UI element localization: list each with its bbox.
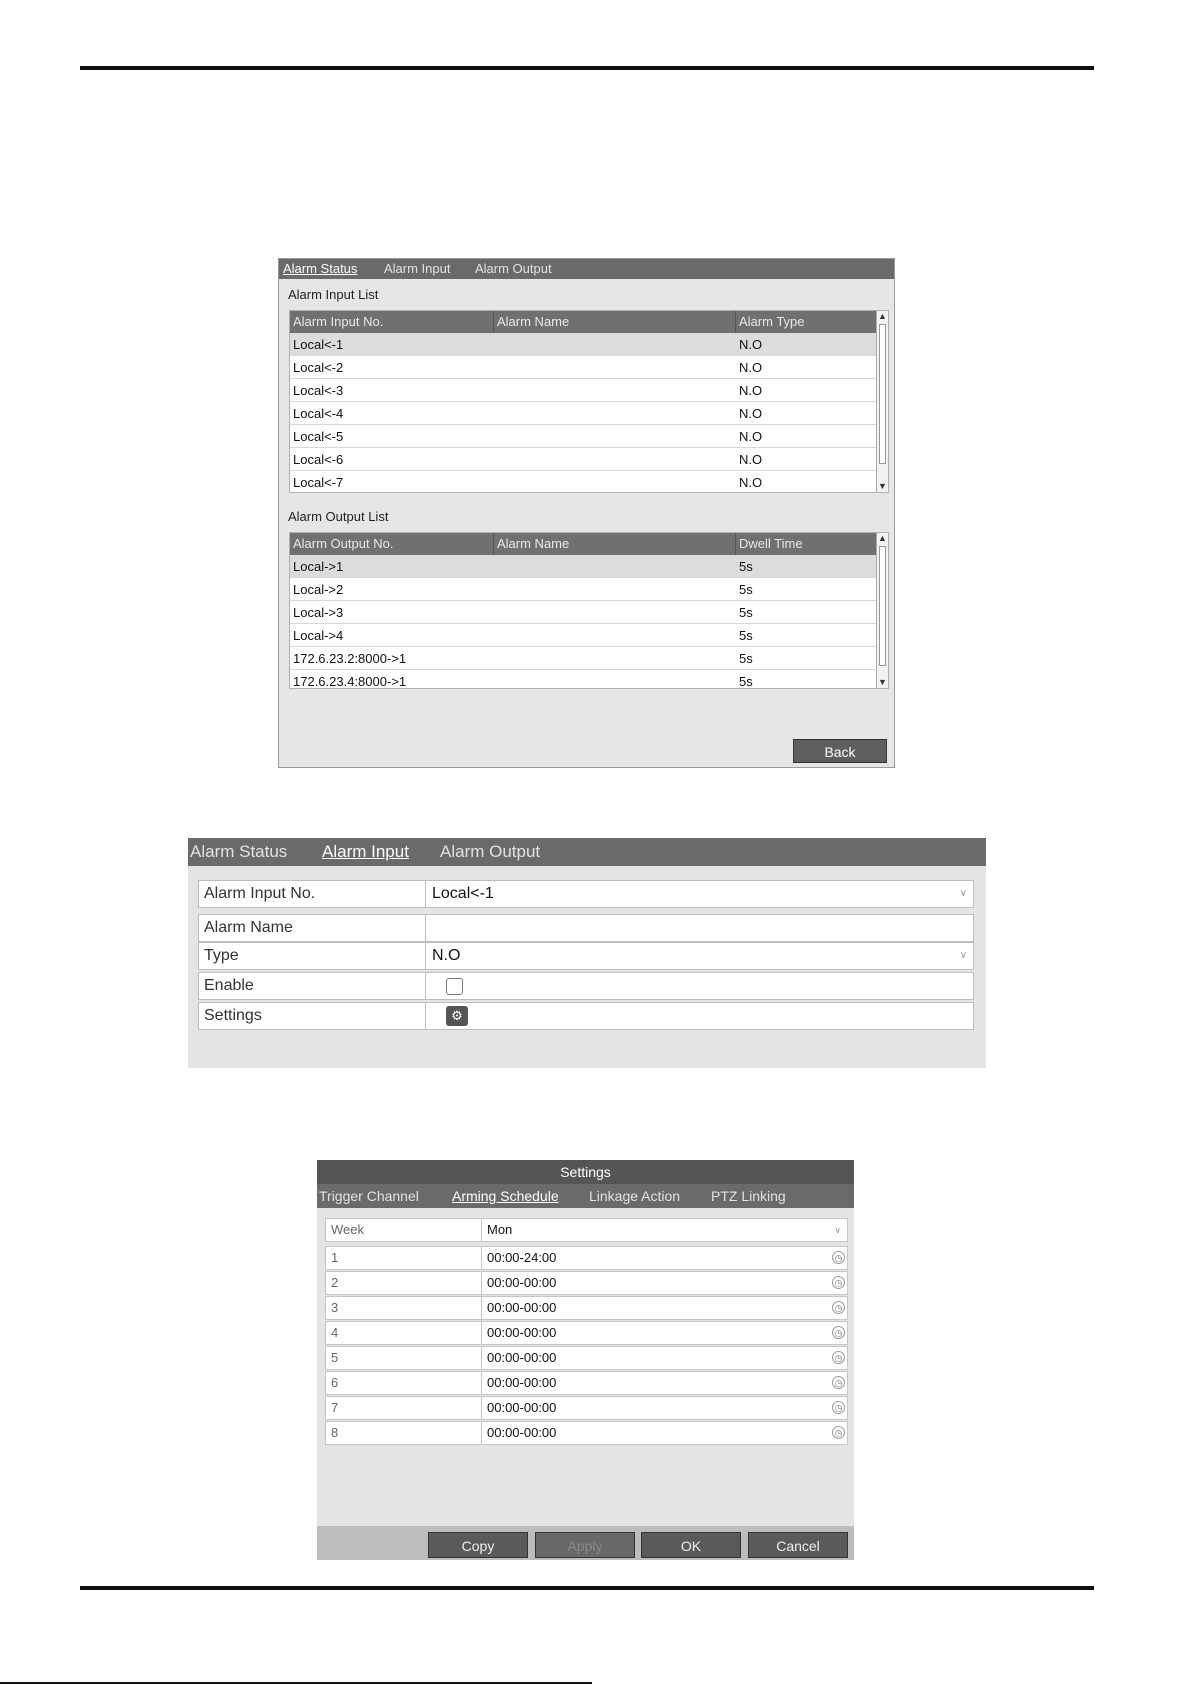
table-row[interactable]	[290, 555, 877, 578]
type-field[interactable]	[198, 942, 974, 970]
period-number: 4	[331, 1325, 339, 1340]
scroll-thumb[interactable]	[879, 546, 886, 666]
table-row[interactable]	[290, 601, 877, 624]
period-number: 2	[331, 1275, 339, 1290]
divider	[481, 1272, 482, 1294]
list-header	[290, 311, 877, 333]
schedule-row[interactable]	[325, 1371, 848, 1395]
dwell-time: 5s	[739, 628, 753, 643]
enable-field	[198, 972, 974, 1000]
divider	[425, 973, 426, 999]
divider	[425, 1003, 426, 1029]
clock-icon[interactable]: ◷	[832, 1251, 845, 1264]
tab-bar	[317, 1184, 854, 1208]
field-label: Enable	[204, 977, 254, 994]
column-header: Alarm Input No.	[290, 311, 494, 333]
field-value: N.O	[432, 947, 461, 964]
button-bar	[317, 1526, 854, 1560]
alarm-input-no-field[interactable]	[198, 880, 974, 908]
column-header: Alarm Name	[494, 311, 736, 333]
alarm-input-no: Local<-5	[293, 429, 344, 444]
cancel-button[interactable]: Cancel	[748, 1532, 848, 1558]
period-number: 1	[331, 1250, 339, 1265]
schedule-row[interactable]	[325, 1396, 848, 1420]
column-header: Alarm Name	[494, 533, 736, 555]
period-number: 5	[331, 1350, 339, 1365]
scroll-down-icon[interactable]: ▼	[878, 677, 887, 687]
period-number: 7	[331, 1400, 339, 1415]
dwell-time: 5s	[739, 651, 753, 666]
field-label: Alarm Input No.	[204, 885, 316, 902]
week-value: Mon	[487, 1222, 513, 1237]
footer-rule	[80, 1586, 1094, 1590]
divider	[481, 1247, 482, 1269]
tab-linkage-action[interactable]: Linkage Action	[589, 1188, 681, 1204]
scroll-up-icon[interactable]: ▲	[878, 533, 887, 543]
field-label: Alarm Name	[204, 919, 293, 936]
clock-icon[interactable]: ◷	[832, 1276, 845, 1289]
alarm-input-no: Local<-1	[293, 337, 344, 352]
period-time: 00:00-00:00	[487, 1350, 557, 1365]
scroll-up-icon[interactable]: ▲	[878, 311, 887, 321]
tab-alarm-status[interactable]: Alarm Status	[283, 261, 358, 276]
tab-alarm-status[interactable]: Alarm Status	[190, 842, 288, 861]
clock-icon[interactable]: ◷	[832, 1326, 845, 1339]
alarm-type: N.O	[739, 452, 763, 467]
table-row[interactable]	[290, 402, 877, 425]
alarm-input-no: Local<-6	[293, 452, 344, 467]
dwell-time: 5s	[739, 605, 753, 620]
schedule-row[interactable]	[325, 1271, 848, 1295]
back-button[interactable]: Back	[793, 739, 887, 763]
clock-icon[interactable]: ◷	[832, 1301, 845, 1314]
alarm-type: N.O	[739, 360, 763, 375]
tab-bar	[188, 838, 986, 866]
alarm-input-no: Local<-2	[293, 360, 344, 375]
table-row[interactable]	[290, 379, 877, 402]
alarm-output-list-label: Alarm Output List	[288, 509, 389, 524]
tab-bar	[279, 259, 894, 279]
settings-field	[198, 1002, 974, 1030]
alarm-type: N.O	[739, 337, 763, 352]
alarm-type: N.O	[739, 429, 763, 444]
tab-ptz-linking[interactable]: PTZ Linking	[711, 1188, 786, 1204]
settings-title: Settings	[317, 1160, 854, 1184]
period-time: 00:00-00:00	[487, 1375, 557, 1390]
schedule-row[interactable]	[325, 1246, 848, 1270]
table-row[interactable]	[290, 333, 877, 356]
dwell-time: 5s	[739, 674, 753, 689]
field-label: Settings	[204, 1007, 262, 1024]
table-row[interactable]	[290, 624, 877, 647]
clock-icon[interactable]: ◷	[832, 1351, 845, 1364]
alarm-output-list	[289, 532, 889, 689]
alarm-input-list-label: Alarm Input List	[288, 287, 379, 302]
alarm-type: N.O	[739, 475, 763, 490]
table-row[interactable]	[290, 670, 877, 689]
table-row[interactable]	[290, 356, 877, 379]
alarm-input-no: Local<-4	[293, 406, 344, 421]
divider	[481, 1372, 482, 1394]
divider	[481, 1219, 482, 1241]
schedule-row[interactable]	[325, 1296, 848, 1320]
input-list-scrollbar[interactable]	[876, 311, 888, 492]
alarm-output-no: 172.6.23.2:8000->1	[293, 651, 407, 666]
table-row[interactable]	[290, 647, 877, 670]
column-header: Alarm Type	[739, 314, 805, 329]
schedule-row[interactable]	[325, 1421, 848, 1445]
divider	[425, 881, 426, 907]
alarm-input-no: Local<-3	[293, 383, 344, 398]
alarm-name-field[interactable]	[198, 914, 974, 942]
scroll-thumb[interactable]	[879, 324, 886, 464]
chevron-down-icon[interactable]: ∨	[959, 950, 967, 961]
alarm-type: N.O	[739, 406, 763, 421]
copy-button[interactable]: Copy	[428, 1532, 528, 1558]
divider	[481, 1422, 482, 1444]
alarm-input-panel	[188, 838, 986, 1068]
chevron-down-icon[interactable]: ∨	[834, 1225, 841, 1235]
divider	[425, 915, 426, 941]
divider	[481, 1322, 482, 1344]
period-time: 00:00-00:00	[487, 1275, 557, 1290]
period-number: 3	[331, 1300, 339, 1315]
alarm-output-no: Local->2	[293, 582, 344, 597]
table-row[interactable]	[290, 471, 877, 493]
schedule-row[interactable]	[325, 1346, 848, 1370]
divider	[481, 1297, 482, 1319]
divider	[425, 943, 426, 969]
alarm-input-no: Local<-7	[293, 475, 344, 490]
header-rule	[80, 66, 1094, 70]
clock-icon[interactable]: ◷	[832, 1376, 845, 1389]
enable-checkbox[interactable]	[446, 978, 463, 995]
column-header: Dwell Time	[739, 536, 803, 551]
period-time: 00:00-00:00	[487, 1325, 557, 1340]
dwell-time: 5s	[739, 559, 753, 574]
period-number: 8	[331, 1425, 339, 1440]
dwell-time: 5s	[739, 582, 753, 597]
table-row[interactable]	[290, 578, 877, 601]
period-time: 00:00-00:00	[487, 1300, 557, 1315]
clock-icon[interactable]: ◷	[832, 1401, 845, 1414]
field-value: Local<-1	[432, 885, 494, 902]
column-header: Alarm Output No.	[290, 533, 494, 555]
divider	[481, 1347, 482, 1369]
alarm-type: N.O	[739, 383, 763, 398]
alarm-output-no: Local->3	[293, 605, 344, 620]
settings-panel	[317, 1160, 854, 1560]
ok-button[interactable]: OK	[641, 1532, 741, 1558]
tab-alarm-input[interactable]: Alarm Input	[322, 842, 409, 861]
apply-button[interactable]: Apply	[535, 1532, 635, 1558]
tab-alarm-input[interactable]: Alarm Input	[384, 261, 451, 276]
tab-alarm-output[interactable]: Alarm Output	[475, 261, 552, 276]
alarm-output-no: Local->4	[293, 628, 344, 643]
chevron-down-icon[interactable]: ∨	[959, 888, 967, 899]
table-row[interactable]	[290, 425, 877, 448]
period-time: 00:00-24:00	[487, 1250, 557, 1265]
output-list-scrollbar[interactable]	[876, 533, 888, 688]
divider	[481, 1397, 482, 1419]
alarm-input-list	[289, 310, 889, 493]
week-label: Week	[331, 1222, 364, 1237]
tab-alarm-output[interactable]: Alarm Output	[440, 842, 541, 861]
table-row[interactable]	[290, 448, 877, 471]
alarm-output-no: 172.6.23.4:8000->1	[293, 674, 407, 689]
clock-icon[interactable]: ◷	[832, 1426, 845, 1439]
footer-line	[0, 1682, 592, 1684]
week-select[interactable]	[325, 1218, 848, 1242]
alarm-status-panel	[278, 258, 895, 768]
period-time: 00:00-00:00	[487, 1400, 557, 1415]
gear-icon[interactable]: ⚙	[446, 1006, 468, 1026]
alarm-output-no: Local->1	[293, 559, 344, 574]
schedule-row[interactable]	[325, 1321, 848, 1345]
period-number: 6	[331, 1375, 339, 1390]
tab-trigger-channel[interactable]: Trigger Channel	[319, 1188, 419, 1204]
tab-arming-schedule[interactable]: Arming Schedule	[452, 1188, 559, 1204]
field-label: Type	[204, 947, 239, 964]
list-header	[290, 533, 877, 555]
period-time: 00:00-00:00	[487, 1425, 557, 1440]
scroll-down-icon[interactable]: ▼	[878, 481, 887, 491]
